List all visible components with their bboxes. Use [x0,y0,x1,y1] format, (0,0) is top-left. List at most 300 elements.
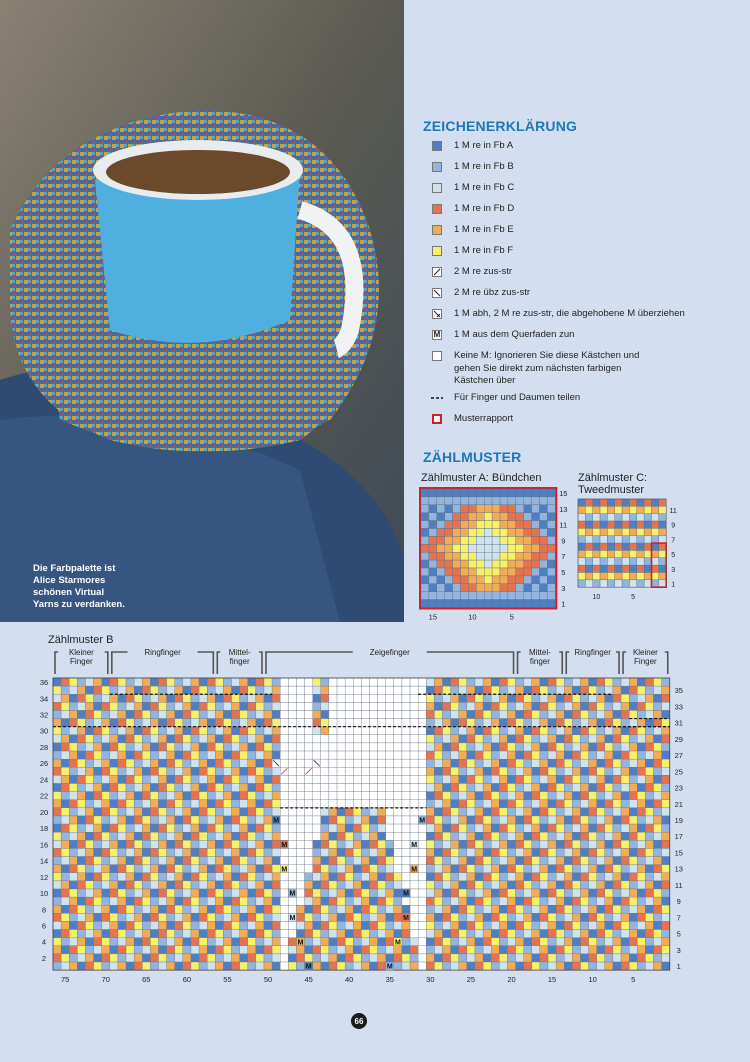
chart-cell [556,800,564,808]
chart-cell [600,506,607,513]
chart-cell [410,800,418,808]
chart-cell [150,840,158,848]
chart-cell [475,840,483,848]
chart-cell [207,930,215,938]
chart-cell [77,719,85,727]
chart-cell [158,719,166,727]
chart-cell [272,727,280,735]
chart-cell [394,816,402,824]
chart-cell [540,865,548,873]
chart-cell [644,514,651,521]
chart-cell [532,489,540,497]
chart-cell [645,848,653,856]
chart-cell [191,824,199,832]
chart-cell [378,743,386,751]
chart-cell [264,857,272,865]
chart-cell [102,897,110,905]
chart-cell [483,954,491,962]
chart-cell [53,759,61,767]
chart-cell [654,808,662,816]
chart-cell [94,897,102,905]
chart-cell [580,719,588,727]
chart-cell [353,873,361,881]
chart-cell [85,848,93,856]
chart-cell [637,743,645,751]
row-label: 5 [561,567,566,577]
chart-cell [77,905,85,913]
chart-cell [621,905,629,913]
chart-cell [183,873,191,881]
chart-cell [378,694,386,702]
chart-cell [215,792,223,800]
chart-cell [158,954,166,962]
chart-cell [394,686,402,694]
chart-cell [607,565,614,572]
chart-cell [564,710,572,718]
chart-cell [540,544,548,552]
chart-cell [434,865,442,873]
chart-cell [248,792,256,800]
chart-cell [434,792,442,800]
chart-cell [102,921,110,929]
chart-cell [240,678,248,686]
chart-cell [85,889,93,897]
chart-cell [61,897,69,905]
chart-cell [572,954,580,962]
finger-group-label: Mittel- [228,648,251,657]
row-label: 5 [671,552,676,560]
chart-cell [629,938,637,946]
chart-cell [540,751,548,759]
caption-line: Die Farbpalette ist [33,563,116,574]
chart-cell [69,719,77,727]
chart-cell [134,930,142,938]
chart-cell [94,702,102,710]
row-label: 18 [39,824,49,834]
chart-cell [110,702,118,710]
chart-cell [629,783,637,791]
chart-cell [426,719,434,727]
chart-cell [118,946,126,954]
chart-cell [451,921,459,929]
chart-cell [183,938,191,946]
chart-cell [659,565,666,572]
chart-cell [605,775,613,783]
chart-cell [321,962,329,970]
chart-cell [150,905,158,913]
chart-cell [313,930,321,938]
chart-cell [426,857,434,865]
chart-cell [110,808,118,816]
chart-cell [288,751,296,759]
chart-cell [321,751,329,759]
chart-cell [475,719,483,727]
chart-cell [443,783,451,791]
chart-cell [461,521,469,529]
chart-cell [516,930,524,938]
chart-cell [572,694,580,702]
chart-cell [353,792,361,800]
chart-cell [547,584,555,592]
chart-cell [264,913,272,921]
chart-cell [613,710,621,718]
chart-cell [629,543,636,550]
chart-cell [394,946,402,954]
chart-cell [386,792,394,800]
chart-cell [516,536,524,544]
chart-cell [532,832,540,840]
chart-cell [613,719,621,727]
chart-cell [524,751,532,759]
chart-cell [329,954,337,962]
chart-cell [345,905,353,913]
chart-cell [589,702,597,710]
chart-cell [459,710,467,718]
make-one-mark: M [419,817,426,825]
chart-cell [507,686,515,694]
chart-cell [394,808,402,816]
chart-cell [540,881,548,889]
chart-cell [578,550,585,557]
chart-cell [589,865,597,873]
chart-cell [402,808,410,816]
legend-label-line: Für Finger und Daumen teilen [454,392,581,403]
chart-cell [361,743,369,751]
chart-cell [207,792,215,800]
chart-cell [305,954,313,962]
chart-cell [426,865,434,873]
chart-cell [443,881,451,889]
chart-cell [605,719,613,727]
chart-cell [296,946,304,954]
chart-cell [288,694,296,702]
chart-cell [369,719,377,727]
chart-cell [223,808,231,816]
chart-cell [434,913,442,921]
chart-cell [654,783,662,791]
chart-cell [118,751,126,759]
chart-cell [183,678,191,686]
chart-cell [580,783,588,791]
chart-cell [540,962,548,970]
chart-cell [540,505,548,513]
chart-cell [199,857,207,865]
chart-cell [572,848,580,856]
chart-cell [426,905,434,913]
chart-cell [378,905,386,913]
chart-cell [580,840,588,848]
chart-cell [215,913,223,921]
chart-cell [77,816,85,824]
chart-cell [662,702,670,710]
chart-cell [142,873,150,881]
chart-cell [491,930,499,938]
chart-cell [369,954,377,962]
chart-cell [280,743,288,751]
chart-cell [475,938,483,946]
chart-cell [434,719,442,727]
chart-cell [459,873,467,881]
chart-cell [280,913,288,921]
chart-cell [386,775,394,783]
chart-cell [524,759,532,767]
chart-cell [183,840,191,848]
chart-cell [313,832,321,840]
chart-cell [53,702,61,710]
chart-cell [240,751,248,759]
chart-cell [607,558,614,565]
chart-cell [361,678,369,686]
chart-cell [580,921,588,929]
chart-cell [491,857,499,865]
chart-cell [426,816,434,824]
chart-cell [321,702,329,710]
finger-group-label: Ringfinger [574,648,611,657]
chart-cell [61,946,69,954]
chart-cell [429,576,437,584]
chart-cell [418,954,426,962]
chart-cell [353,930,361,938]
chart-cell [437,576,445,584]
make-one-mark: M [273,817,280,825]
chart-cell [499,857,507,865]
chart-cell [621,694,629,702]
chart-cell [207,686,215,694]
chart-cell [394,897,402,905]
chart-cell [305,832,313,840]
chart-cell [621,816,629,824]
chart-cell [516,905,524,913]
chart-cell [296,816,304,824]
chart-cell [621,873,629,881]
chart-cell [199,881,207,889]
chart-cell [597,889,605,897]
chart-cell [572,824,580,832]
chart-cell [110,735,118,743]
chart-cell [361,767,369,775]
chart-cell [434,921,442,929]
chart-cell [158,759,166,767]
chart-cell [215,954,223,962]
chart-cell [94,792,102,800]
chart-cell [118,783,126,791]
chart-cell [483,759,491,767]
chart-cell [142,702,150,710]
chart-cell [662,727,670,735]
chart-cell [240,881,248,889]
chart-cell [500,592,508,600]
chart-cell [516,497,524,505]
chart-cell [240,710,248,718]
chart-cell [572,751,580,759]
chart-cell [613,930,621,938]
chart-cell [437,529,445,537]
chart-cell [421,521,429,529]
chart-cell [386,881,394,889]
chart-cell [329,735,337,743]
column-label: 40 [345,975,354,985]
chart-cell [637,954,645,962]
chart-cell [645,678,653,686]
chart-cell [77,800,85,808]
chart-cell [94,800,102,808]
chart-cell [142,881,150,889]
chart-cell [605,946,613,954]
chart-cell [321,848,329,856]
chart-cell [475,808,483,816]
chart-cell [467,897,475,905]
chart-cell [621,800,629,808]
chart-cell [556,873,564,881]
chart-cell [453,529,461,537]
row-label: 1 [676,962,681,972]
chart-cell [613,727,621,735]
chart-cell [662,930,670,938]
chart-cell [305,905,313,913]
chart-cell [418,824,426,832]
chart-cell [102,686,110,694]
chart-cell [369,881,377,889]
legend-label-line: 1 M re in Fb B [454,161,514,172]
chart-cell [418,889,426,897]
chart-cell [434,881,442,889]
chart-cell [191,930,199,938]
chart-cell [426,930,434,938]
chart-cell [580,930,588,938]
chart-cell [215,678,223,686]
chart-cell [645,881,653,889]
chart-cell [548,735,556,743]
chart-cell [61,808,69,816]
chart-cell [394,751,402,759]
page-number: 66 [351,1013,367,1029]
chart-cell [437,600,445,608]
chart-cell [613,767,621,775]
chart-cell [110,930,118,938]
chart-cell [483,702,491,710]
chart-cell [61,865,69,873]
chart-cell [426,767,434,775]
chart-cell [451,865,459,873]
chart-cell [378,881,386,889]
chart-cell [296,686,304,694]
chart-cell [264,930,272,938]
chart-cell [637,514,644,521]
chart-cell [69,808,77,816]
chart-cell [461,536,469,544]
chart-cell [580,751,588,759]
chart-cell [605,857,613,865]
chart-cell [483,727,491,735]
chart-cell [499,710,507,718]
chart-cell [637,905,645,913]
chart-cell [572,832,580,840]
chart-cell [532,544,540,552]
chart-cell [556,848,564,856]
chart-cell [483,710,491,718]
chart-cell [532,592,540,600]
chart-cell [150,775,158,783]
chart-cell [484,568,492,576]
chart-cell [53,808,61,816]
chart-cell [547,529,555,537]
chart-cell [580,962,588,970]
chart-cell [337,913,345,921]
chart-cell [142,727,150,735]
chart-cell [110,873,118,881]
chart-cell [264,767,272,775]
chart-cell [615,506,622,513]
chart-cell [564,930,572,938]
chart-cell [459,751,467,759]
chart-cell [556,938,564,946]
chart-cell [637,719,645,727]
chart-cell [564,792,572,800]
chart-cell [337,694,345,702]
chart-cell [499,938,507,946]
chart-cell [637,840,645,848]
chart-cell [329,743,337,751]
chart-cell [134,889,142,897]
chart-cell [369,865,377,873]
chart-cell [353,954,361,962]
chart-cell [85,921,93,929]
chart-cell [191,767,199,775]
chart-cell [118,840,126,848]
chart-cell [476,513,484,521]
chart-cell [491,962,499,970]
chart-cell [475,735,483,743]
chart-cell [158,824,166,832]
chart-cell [232,848,240,856]
chart-cell [337,710,345,718]
chart-cell [615,580,622,587]
chart-cell [654,881,662,889]
chart-cell [434,710,442,718]
chart-cell [524,592,532,600]
chart-cell [597,710,605,718]
chart-cell [69,921,77,929]
chart-cell [353,800,361,808]
chart-cell [305,865,313,873]
chart-cell [142,767,150,775]
chart-cell [492,529,500,537]
chart-cell [434,938,442,946]
chart-cell [484,552,492,560]
chart-cell [622,580,629,587]
chart-cell [232,946,240,954]
chart-cell [532,889,540,897]
legend-label-line: Keine M: Ignorieren Sie diese Kästchen und [454,350,640,361]
chart-cell [532,600,540,608]
chart-cell [288,702,296,710]
chart-cell [589,759,597,767]
chart-cell [467,921,475,929]
chart-cell [272,686,280,694]
chart-cell [637,881,645,889]
row-label: 25 [674,767,683,777]
chart-cell [337,881,345,889]
chart-cell [476,544,484,552]
chart-cell [500,521,508,529]
chart-cell [183,800,191,808]
chart-cell [94,727,102,735]
row-label: 16 [39,840,49,850]
chart-cell [540,719,548,727]
chart-cell [321,946,329,954]
chart-cell [644,550,651,557]
chart-cell [459,962,467,970]
